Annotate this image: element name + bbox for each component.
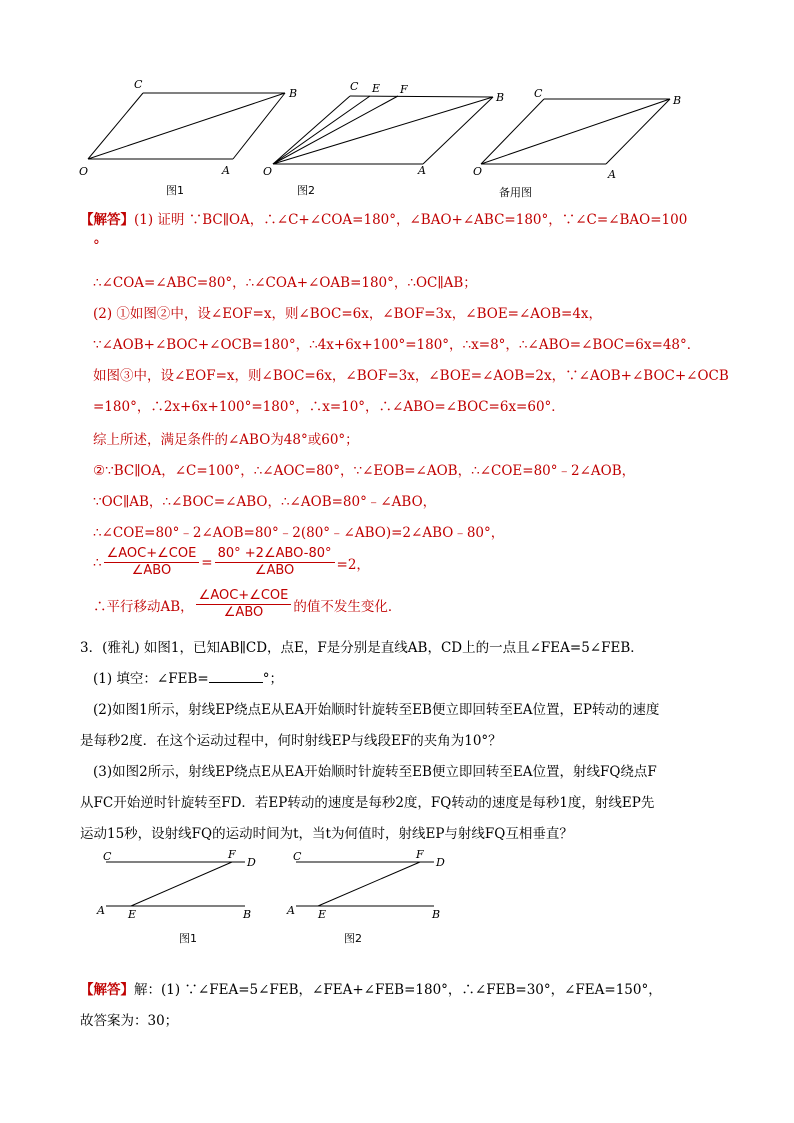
bfig2-label-d: D	[436, 856, 445, 869]
fraction-3-numerator: ∠AOC+∠COE	[196, 588, 292, 605]
fig2-label-f: F	[400, 83, 408, 96]
solution-2-line-6: =180°，∴2x+6x+100°=180°，∴x=10°，∴∠ABO=∠BOC=6x=60°．	[93, 399, 565, 415]
fig1-label-c: C	[134, 78, 143, 91]
solution-2-text: (1) 证明 ∵BC∥OA，∴∠C+∠COA=180°，∠BAO+∠ABC=180°，∵∠C=∠BAO=100	[134, 212, 688, 228]
problem-3-question-3-line-1: (3)如图2所示，射线EP绕点E从EA开始顺时针旋转至EB便立即回转至EA位置，射线FQ绕点F	[93, 764, 657, 780]
question-1-suffix: °；	[262, 671, 283, 687]
fig3-label-c: C	[534, 87, 543, 100]
therefore-symbol: ∴	[93, 554, 102, 571]
solution-3-line-2: 故答案为：30；	[80, 1013, 179, 1029]
bfig2-label-e: E	[318, 908, 327, 921]
solution-2-line-4: ∵∠AOB+∠BOC+∠OCB=180°，∴4x+6x+100°=180°，∴x=8°，∴∠ABO=∠BOC=6x=48°．	[93, 337, 701, 353]
conclusion-prefix: ∴平行移动AB，	[93, 598, 194, 615]
fig1-caption: 图1	[166, 184, 184, 197]
solution-2-line-10: ∴∠COE=80°﹣2∠AOB=80°﹣2(80°﹣∠ABO)=2∠ABO﹣80°，	[93, 525, 505, 541]
figure-2-parallel-lines	[296, 862, 434, 906]
solution-3-line-1	[80, 978, 662, 998]
solution-2-line-9: ∵OC∥AB，∴∠BOC=∠ABO，∴∠AOB=80°﹣∠ABO，	[93, 494, 437, 510]
problem-3-question-3-line-3: 运动15秒，设射线FQ的运动时间为t，当t为何值时，射线EP与射线FQ互相垂直？	[80, 826, 573, 842]
fig2-label-e: E	[372, 82, 381, 95]
fig3-caption: 备用图	[499, 186, 532, 199]
bfig2-label-b: B	[432, 908, 441, 921]
fig2-label-a: A	[418, 164, 426, 177]
fig1-label-b: B	[289, 87, 298, 100]
fig3-label-o: O	[473, 165, 483, 178]
problem-3-question-2-line-2: 是每秒2度．在这个运动过程中，何时射线EP与线段EF的夹角为10°？	[80, 733, 502, 749]
bfig2-label-c: C	[293, 850, 302, 863]
solution-3-text: 解：(1) ∵∠FEA=5∠FEB，∠FEA+∠FEB=180°，∴∠FEB=30°，∠FEA=150°，	[134, 982, 662, 998]
fraction-1-denominator: ∠ABO	[131, 563, 172, 578]
answer-tag-2: 【解答】	[80, 982, 134, 998]
bfig2-label-f: F	[416, 848, 424, 861]
conclusion-suffix: 的值不发生变化．	[293, 598, 402, 615]
fig2-label-b: B	[496, 91, 505, 104]
fraction-3-denominator: ∠ABO	[223, 605, 264, 620]
fig2-caption: 图2	[297, 184, 315, 197]
bfig1-label-b: B	[243, 908, 252, 921]
fig3-label-b: B	[673, 94, 682, 107]
problem-3-question-2-line-1: (2)如图1所示，射线EP绕点E从EA开始顺时针旋转至EB便立即回转至EA位置，EP转动的速度	[93, 702, 660, 718]
fraction-2-numerator: 80° +2∠ABO-80°	[215, 546, 335, 563]
question-1-prefix: (1) 填空：∠FEB=	[93, 671, 209, 687]
bfig2-caption: 图2	[344, 932, 362, 945]
bfig2-label-a: A	[287, 904, 295, 917]
fig1-label-a: A	[222, 164, 230, 177]
bfig1-caption: 图1	[179, 932, 197, 945]
fig2-label-c: C	[350, 80, 359, 93]
fraction-result: =2，	[336, 556, 370, 573]
solution-2-line-8: ②∵BC∥OA，∠C=100°，∴∠AOC=80°，∵∠EOB=∠AOB，∴∠COE=80°﹣2∠AOB，	[93, 463, 636, 479]
solution-2-line-7: 综上所述，满足条件的∠ABO为48°或60°；	[93, 432, 359, 448]
fig1-label-o: O	[79, 165, 89, 178]
problem-3-title: 3．(雅礼) 如图1，已知AB∥CD，点E，F是分别是直线AB，CD上的一点且∠FEA=5∠FEB．	[80, 640, 644, 656]
figure-1-parallel-lines	[106, 862, 245, 906]
problem-3-question-3-line-2: 从FC开始逆时针旋转至FD．若EP转动的速度是每秒2度，FQ转动的速度是每秒1度，射线EP先	[80, 795, 655, 811]
bfig1-label-d: D	[247, 856, 256, 869]
bfig1-label-a: A	[97, 904, 105, 917]
solution-2-fraction-line: ∴ $\frac{\text{∠AOC+∠COE}}{\text{∠ABO}}$ = $\frac{\text{80° +2∠ABO-80°}}{\text{∠ABO}}$ =2，	[93, 546, 370, 578]
bfig1-label-e: E	[128, 908, 137, 921]
fig3-label-a: A	[608, 168, 616, 181]
bfig1-label-c: C	[103, 850, 112, 863]
bfig1-label-f: F	[228, 848, 236, 861]
solution-2-line-3: (2) ①如图②中，设∠EOF=x，则∠BOC=6x，∠BOF=3x，∠BOE=∠AOB=4x，	[93, 306, 603, 322]
fig2-label-o: O	[263, 165, 273, 178]
fraction-1-numerator: ∠AOC+∠COE	[104, 546, 200, 563]
solution-2-line-1b: °	[93, 238, 100, 254]
solution-2-line-5: 如图③中，设∠EOF=x，则∠BOC=6x，∠BOF=3x，∠BOE=∠AOB=2x，∵∠AOB+∠BOC+∠OCB	[93, 368, 729, 384]
answer-tag: 【解答】	[80, 212, 134, 228]
solution-2-line-2: ∴∠COA=∠ABC=80°，∴∠COA+∠OAB=180°，∴OC∥AB；	[93, 275, 477, 291]
fraction-2-denominator: ∠ABO	[254, 563, 295, 578]
